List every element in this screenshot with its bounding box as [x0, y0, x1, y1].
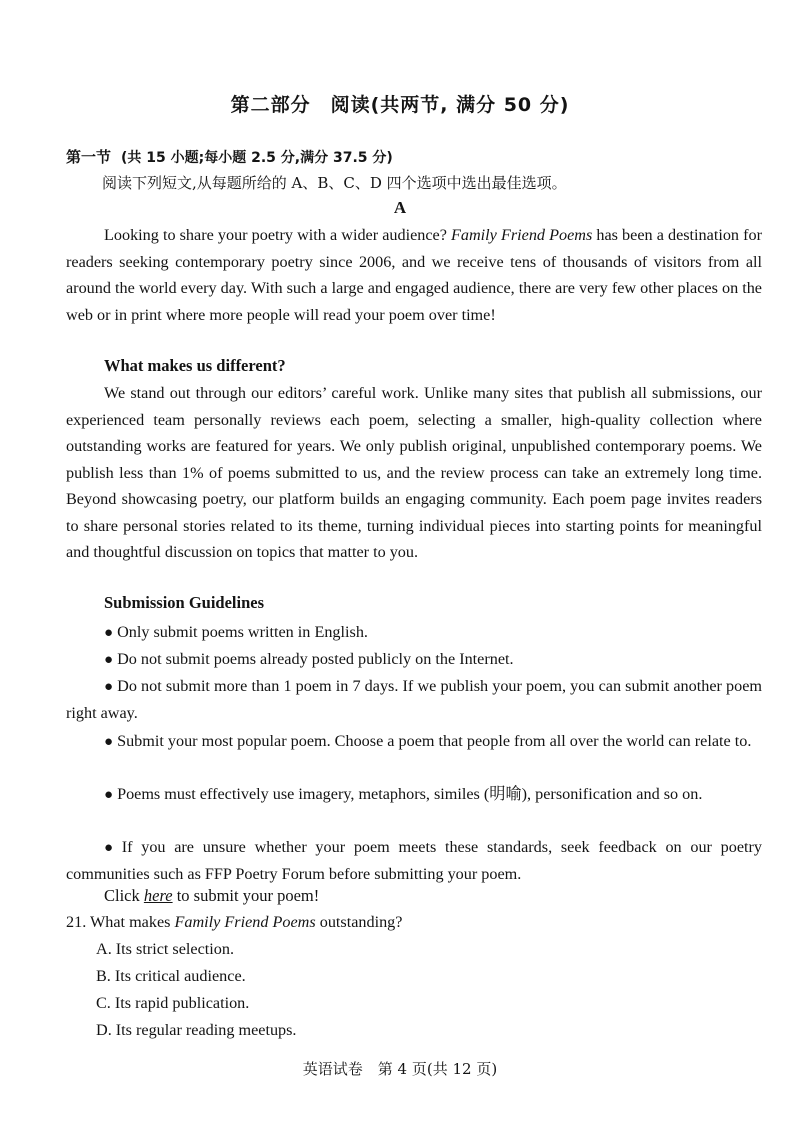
intro-before: Looking to share your poetry with a wider audience?: [104, 226, 452, 244]
guideline-item: [66, 673, 762, 726]
guideline-item: [66, 834, 762, 887]
submit-link[interactable]: here: [143, 886, 173, 905]
intro-after: has been a destination for readers seeking contemporary poetry since 2006, and we receive tens of thousands of visitors from all around the world every day. With such a large and engaged audience, there are very few other places on the web or in print where more people will read your poem over time!: [66, 226, 762, 324]
guideline-item: [66, 728, 762, 755]
bullet-icon: ●: [104, 679, 114, 695]
option-c[interactable]: C. Its rapid publication.: [96, 994, 250, 1012]
section-header: [66, 146, 393, 167]
question-21: [66, 913, 402, 932]
option-b[interactable]: B. Its critical audience.: [96, 967, 246, 985]
different-paragraph: We stand out through our editors’ careful work. Unlike many sites that publish all submissions, our experienced team personally reviews each poem, selecting a smaller, high-quality collection where outstanding works are featured for years. We only publish original, unpublished contemporary poems. We publish less than 1% of poems submitted to us, and the review process can take an extremely long time. Beyond showcasing poetry, our platform builds an engaging community. Each poem page invites readers to share personal stories related to its theme, turning individual pieces into starting points for meaningful and thoughtful discussion on topics that matter to you.: [66, 384, 762, 561]
bullet-icon: ●: [104, 787, 114, 803]
option-a[interactable]: A. Its strict selection.: [96, 940, 235, 958]
section-instruction: 阅读下列短文,从每题所给的 A、B、C、D 四个选项中选出最佳选项。: [102, 174, 567, 192]
bullet-icon: ●: [104, 840, 118, 856]
guideline-text: Do not submit more than 1 poem in 7 days. If we publish your poem, you can submit another poem right away.: [66, 677, 762, 722]
bullet-icon: ●: [104, 734, 114, 750]
guideline-text: If you are unsure whether your poem meets these standards, seek feedback on our poetry communities such as FFP Poetry Forum before submitting your poem.: [66, 838, 762, 883]
option-d[interactable]: D. Its regular reading meetups.: [96, 1021, 297, 1039]
different-heading: What makes us different?: [104, 356, 286, 375]
question-before: What makes: [86, 913, 175, 931]
guideline-text: Only submit poems written in English.: [117, 623, 368, 641]
cta-after: to submit your poem!: [172, 886, 320, 905]
page-footer: 英语试卷 第 4 页(共 12 页): [302, 1060, 498, 1078]
question-after: outstanding?: [315, 913, 403, 931]
submit-cta: [104, 886, 319, 906]
guideline-item: [66, 781, 762, 808]
bullet-icon: ●: [104, 652, 114, 668]
bullet-icon: ●: [104, 625, 114, 641]
section-name: 第一节: [66, 148, 112, 166]
guideline-text: Do not submit poems already posted publicly on the Internet.: [117, 650, 514, 668]
question-number: 21.: [66, 913, 87, 931]
guidelines-heading: Submission Guidelines: [104, 593, 265, 612]
guideline-item: [66, 646, 762, 673]
part-title: 第二部分 阅读(共两节, 满分 50 分): [230, 94, 570, 116]
section-info: (共 15 小题;每小题 2.5 分,满分 37.5 分): [121, 150, 393, 166]
site-name: Family Friend Poems: [451, 226, 593, 244]
guideline-text: Submit your most popular poem. Choose a poem that people from all over the world can relate to.: [117, 732, 752, 750]
cta-before: Click: [104, 886, 144, 905]
guideline-text: Poems must effectively use imagery, metaphors, similes (明喻), personification and so on.: [117, 785, 703, 803]
intro-paragraph: [66, 222, 762, 328]
passage-label: A: [393, 198, 407, 217]
question-site-name: Family Friend Poems: [174, 913, 316, 931]
guideline-item: [66, 619, 762, 646]
